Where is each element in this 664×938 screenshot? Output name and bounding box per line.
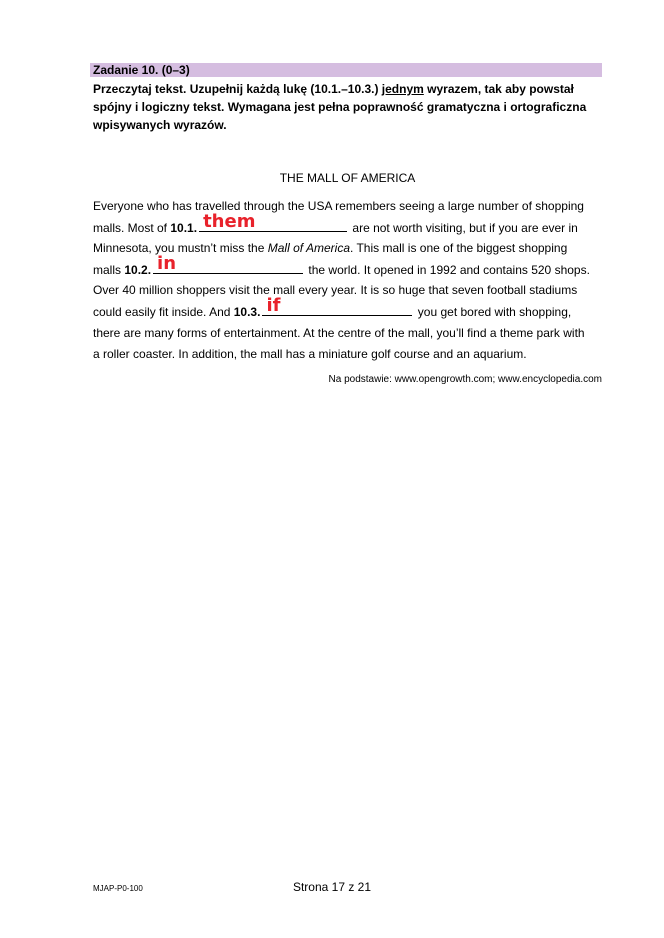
text-segment: the world. It opened in 1992 and contains 520 shops. (305, 263, 590, 277)
text-segment: are not worth visiting, but if you are ever in (349, 221, 578, 235)
text-title: THE MALL OF AMERICA (279, 171, 416, 185)
page-number: Strona 17 z 21 (292, 880, 372, 894)
text-segment: . This mall is one of the biggest shopping (350, 241, 568, 255)
exam-code: MJAP-P0-100 (93, 884, 143, 893)
gap-10-2[interactable] (153, 253, 303, 274)
text-line-6 (93, 295, 572, 320)
text-line-5: Over 40 million shoppers visit the mall every year. It is so huge that seven football stadiums (93, 283, 578, 297)
gap-10-1[interactable] (199, 211, 347, 232)
instruction-underlined-word: jednym (381, 82, 424, 96)
text-segment: could easily fit inside. And (93, 305, 234, 319)
gap-label-10-3: 10.3. (233, 305, 261, 319)
task-instruction (93, 80, 605, 134)
text-italic-mall-name: Mall of America (267, 241, 350, 255)
text-line-2 (93, 211, 578, 236)
source-citation: Na podstawie: www.opengrowth.com; www.encyclopedia.com (328, 374, 602, 385)
answer-10-1: them (203, 211, 256, 232)
gap-10-3[interactable] (262, 295, 412, 316)
text-line-7: there are many forms of entertainment. At the centre of the mall, you’ll find a theme park with (93, 326, 585, 340)
instruction-text-1: Przeczytaj tekst. Uzupełnij każdą lukę (10.1.–10.3.) (93, 82, 382, 96)
task-header: Zadanie 10. (0–3) (90, 63, 602, 77)
text-segment: malls (93, 263, 125, 277)
answer-10-2: in (157, 253, 177, 274)
gap-label-10-2: 10.2. (124, 263, 152, 277)
text-segment: malls. Most of (93, 221, 171, 235)
text-line-1: Everyone who has travelled through the USA remembers seeing a large number of shopping (93, 199, 584, 213)
instruction-text-2: wyrazem, tak aby powstał spójny i logiczny tekst. Wymagana jest pełna poprawność gramatyczna i ortograficzna wpisywanych wyrazów. (93, 82, 587, 132)
answer-10-3: if (266, 295, 281, 316)
text-segment: Minnesota, you mustn’t miss the (93, 241, 268, 255)
gap-label-10-1: 10.1. (170, 221, 198, 235)
text-line-8: a roller coaster. In addition, the mall has a miniature golf course and an aquarium. (93, 347, 527, 361)
text-line-4 (93, 253, 590, 278)
text-segment: you get bored with shopping, (414, 305, 572, 319)
